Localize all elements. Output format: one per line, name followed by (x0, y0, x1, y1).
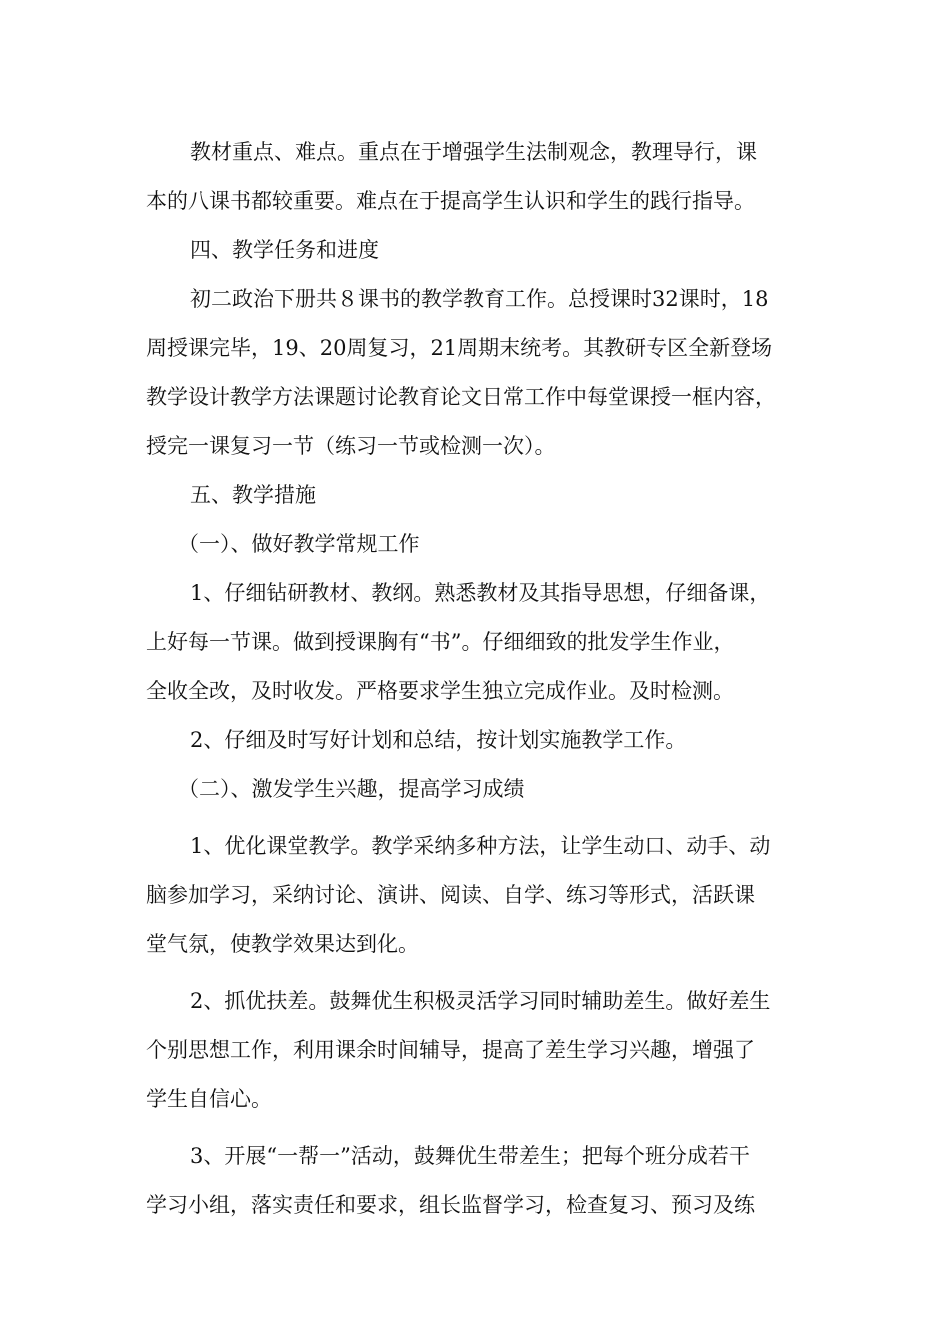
subsection-heading: （二）、激发学生兴趣，提高学习成绩 (178, 777, 525, 801)
text-line: 学生自信心。 (146, 1087, 272, 1111)
text-line: 学习小组，落实责任和要求，组长监督学习，检查复习、预习及练 (146, 1193, 755, 1217)
text-line: 3、开展“一帮一”活动，鼓舞优生带差生；把每个班分成若干 (190, 1144, 750, 1168)
text-line: 2、仔细及时写好计划和总结，按计划实施教学工作。 (190, 728, 687, 752)
text-line: 脑参加学习，采纳讨论、演讲、阅读、自学、练习等形式，活跃课 (146, 883, 755, 907)
section-heading: 四、教学任务和进度 (190, 238, 379, 262)
text-line: 全收全改，及时收发。严格要求学生独立完成作业。及时检测。 (146, 679, 734, 703)
text-line: 授完一课复习一节（练习一节或检测一次）。 (146, 434, 556, 458)
text-line: 堂气氛，使教学效果达到化。 (146, 932, 419, 956)
text-line: 本的八课书都较重要。难点在于提高学生认识和学生的践行指导。 (146, 189, 755, 213)
text-line: 周授课完毕，19、20周复习，21周期末统考。其教研专区全新登场 (146, 336, 773, 360)
text-line: 个别思想工作，利用课余时间辅导，提高了差生学习兴趣，增强了 (146, 1038, 755, 1062)
text-line: 2、抓优扶差。鼓舞优生积极灵活学习同时辅助差生。做好差生 (190, 989, 771, 1013)
text-line: 初二政治下册共８课书的教学教育工作。总授课时32课时，18 (190, 287, 769, 311)
text-line: 教材重点、难点。重点在于增强学生法制观念，教理导行，课 (190, 140, 757, 164)
text-line: 教学设计教学方法课题讨论教育论文日常工作中每堂课授一框内容， (146, 385, 776, 409)
text-line: 1、仔细钻研教材、教纲。熟悉教材及其指导思想，仔细备课， (190, 581, 771, 605)
subsection-heading: （一）、做好教学常规工作 (178, 532, 420, 556)
text-line: 上好每一节课。做到授课胸有“书”。仔细细致的批发学生作业， (146, 630, 735, 654)
section-heading: 五、教学措施 (190, 483, 316, 507)
text-line: 1、优化课堂教学。教学采纳多种方法，让学生动口、动手、动 (190, 834, 771, 858)
